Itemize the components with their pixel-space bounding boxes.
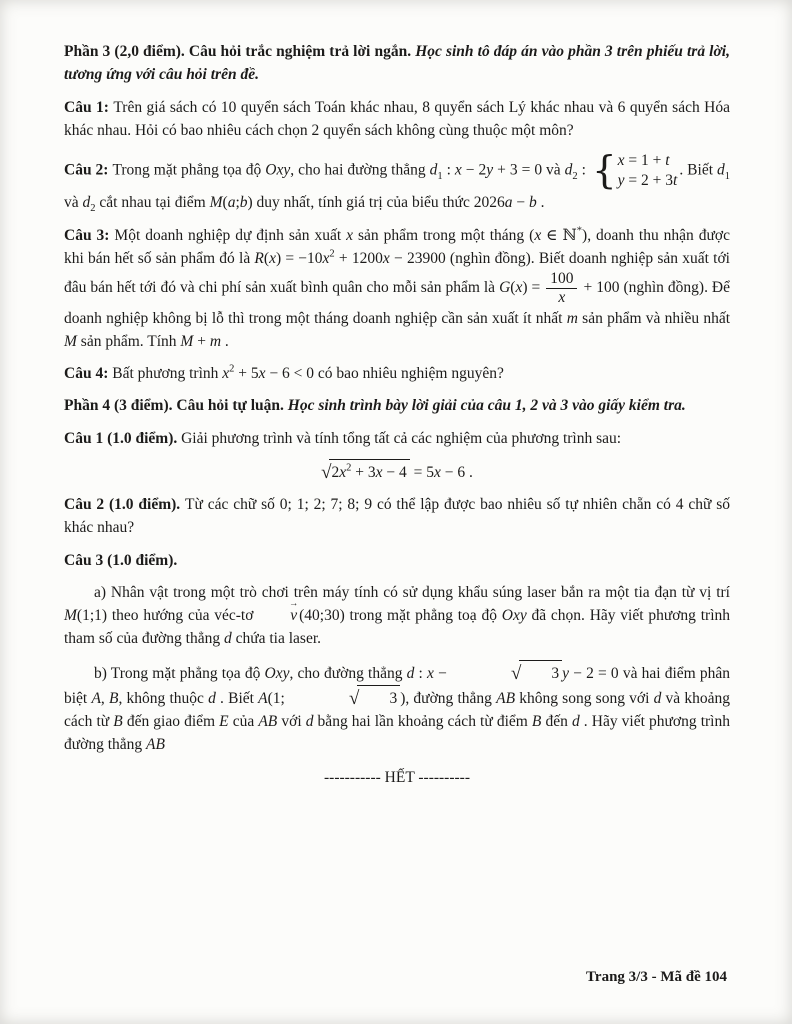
math-var: x <box>339 463 347 481</box>
text-run: 0; 1; 2; 7; 8; 9 <box>279 496 373 514</box>
text-run: có thể lập được bao nhiêu số tự nhiên chẵn có 4 chữ số khác nhau? <box>64 496 730 537</box>
system-row: y = 2 + 3t <box>617 172 678 190</box>
math-var: t <box>665 152 670 169</box>
text-run: (x ∈ ℕ <box>529 226 577 244</box>
text-run: Phần 4 (3 điểm). Câu hỏi tự luận. <box>64 397 288 415</box>
text-run: bằng hai lần khoảng cách từ điểm <box>313 713 532 731</box>
fraction-numerator: 100 <box>546 270 577 289</box>
text-run: . Hãy viết phương trình đường thẳng <box>64 713 730 754</box>
text-run: , cho đường thẳng <box>289 664 407 682</box>
text-run: Câu 2: <box>64 161 113 179</box>
math-var: Oxy <box>264 664 290 682</box>
radical-sign: √ <box>511 662 522 684</box>
text-run: + 1200x − 23900 <box>334 249 446 267</box>
math-var: y <box>617 172 625 190</box>
text-run: Câu 4: <box>64 365 113 383</box>
math-var: m <box>566 309 578 327</box>
text-run: Từ các chữ số <box>185 496 280 514</box>
text-run: A(1; <box>258 689 290 707</box>
text-run <box>64 333 77 350</box>
text-run <box>502 607 527 624</box>
math-var: AB <box>258 713 278 731</box>
text-run: , không thuộc <box>118 689 209 707</box>
math-var: B <box>531 713 542 731</box>
superscript: 2 <box>329 248 335 260</box>
math-var: x <box>382 249 390 267</box>
text-run: đến <box>541 713 572 731</box>
math-var: x <box>434 463 441 481</box>
text-run <box>532 713 541 730</box>
superscript: 2 <box>229 363 235 375</box>
text-run <box>496 690 515 707</box>
text-run: + 5x − 6 < 0 <box>234 365 315 383</box>
math-var: y <box>486 161 494 179</box>
text-run: Câu 2 (1.0 điểm). <box>64 496 186 514</box>
text-run: (40;30) <box>299 607 345 625</box>
text-run: Bất phương trình <box>112 365 223 383</box>
math-var: x <box>515 278 523 296</box>
text-run: M + m <box>180 332 222 350</box>
text-run <box>113 713 122 730</box>
text-run: 2x <box>331 463 347 481</box>
text-run: sản phẩm trong một tháng <box>353 226 530 244</box>
text-run: (nghìn đồng). Để doanh nghiệp không bị lỗ thì trong một tháng doanh nghiệp cần sản xuất ít nhất <box>64 278 731 327</box>
sqrt-expr <box>289 685 400 710</box>
text-run <box>572 713 580 730</box>
math-var: E <box>219 713 229 731</box>
text-run: theo hướng của véc-tơ <box>107 607 259 625</box>
math-var: A <box>91 689 101 707</box>
math-var: AB <box>496 689 516 707</box>
math-var: x <box>534 226 542 244</box>
text-run: với <box>277 713 306 731</box>
math-var: b <box>528 194 537 212</box>
system-row: x = 1 + t <box>617 152 670 169</box>
sqrt-expr <box>451 660 562 685</box>
text-run <box>567 310 578 327</box>
text-run: M(a;b) <box>209 194 253 212</box>
text-run <box>265 162 290 179</box>
text-run: + 3x − 4 <box>351 463 407 481</box>
math-var: d <box>406 664 415 682</box>
system-rows <box>618 151 678 191</box>
phan4-cau3a <box>64 581 730 651</box>
text-run: ----------- HẾT ---------- <box>324 768 470 786</box>
text-run: Một doanh nghiệp dự định sản xuất <box>114 226 347 244</box>
text-run <box>208 690 216 707</box>
text-run: trong mặt phẳng toạ độ <box>344 607 502 625</box>
math-var: d <box>429 161 438 179</box>
math-var: A <box>258 689 268 707</box>
text-run: : x − 2y + 3 = 0 <box>442 161 543 179</box>
text-run: Trên giá sách có 10 quyển sách Toán khác nhau, 8 quyển sách Lý khác nhau và 6 quyển sách Hóa khác nhau. Hỏi có bao nhiêu cách chọn 2 quyển sách không cùng thuộc một môn? <box>64 98 730 139</box>
text-run <box>346 227 353 244</box>
fraction-denominator <box>546 289 577 307</box>
math-var: b <box>239 194 248 212</box>
text-run <box>258 713 277 730</box>
math-var: B <box>108 689 119 707</box>
math-var: M <box>180 332 194 350</box>
math-var: x <box>222 365 230 383</box>
math-var: d <box>571 713 580 731</box>
text-run: R(x) = −10x <box>254 249 330 267</box>
math-var: d <box>82 194 91 212</box>
text-run: = 5x − 6 <box>409 463 466 481</box>
end-marker <box>64 766 730 789</box>
text-run: , cho hai đường thẳng <box>290 161 430 179</box>
text-run <box>717 162 725 179</box>
text-run: M(1;1) <box>64 607 108 625</box>
text-run: và <box>542 161 565 179</box>
math-var: B <box>113 713 123 731</box>
math-var: x <box>617 152 625 169</box>
phan4-cau1 <box>64 427 730 450</box>
math-var: d <box>653 689 662 707</box>
math-var: AB <box>146 736 165 754</box>
subscript: 2 <box>572 170 578 182</box>
text-run: 3 <box>551 664 560 682</box>
text-run: , doanh thu nhận được khi bán hết số sản phẩm đó là <box>64 226 730 267</box>
phan3-cau3 <box>64 224 730 354</box>
math-var: M <box>64 332 77 350</box>
text-run: b) Trong mặt phẳng tọa độ <box>94 664 265 682</box>
subscript: 1 <box>437 170 443 182</box>
radicand <box>357 685 400 710</box>
text-run: có bao nhiêu nghiệm nguyên? <box>314 365 504 383</box>
text-run: A, B <box>91 689 119 707</box>
text-run: Trong mặt phẳng tọa độ <box>112 161 266 179</box>
math-var: y <box>562 664 570 682</box>
text-run: Câu 3 (1.0 điểm). <box>64 551 178 569</box>
math-var: d <box>208 689 216 707</box>
math-var: Oxy <box>265 161 291 179</box>
text-run: đã chọn. Hãy viết phương trình tham số của đường thẳng <box>64 607 730 648</box>
phan4-cau2 <box>64 493 730 540</box>
subscript: 2 <box>90 203 96 215</box>
text-run: y − 2 = 0 <box>562 664 619 682</box>
text-run <box>224 630 232 647</box>
text-run <box>219 713 228 730</box>
text-run: và hai điểm phân biệt <box>64 664 731 707</box>
phan3-header <box>64 40 730 87</box>
text-run: ) <box>400 689 406 707</box>
text-run: . <box>536 194 545 212</box>
text-run: sản phẩm. Tính <box>76 332 181 350</box>
text-run: chứa tia laser. <box>231 630 322 648</box>
math-var: M <box>64 607 77 625</box>
math-var: t <box>673 172 678 190</box>
sqrt-expr <box>321 459 410 484</box>
radicand <box>329 459 409 484</box>
text-run: d : x − <box>406 664 451 682</box>
superscript: * <box>576 225 583 237</box>
text-run: . Biết <box>215 689 259 707</box>
math-var: v <box>290 607 298 625</box>
phan3-cau4 <box>64 362 730 385</box>
math-var: a <box>227 194 236 212</box>
text-run: . <box>221 332 229 350</box>
text-run: và <box>64 194 83 212</box>
math-var: d <box>223 630 232 648</box>
brace: { <box>591 147 617 193</box>
text-run: G(x) = <box>499 278 545 296</box>
math-var: x <box>454 161 462 179</box>
text-run: cắt nhau tại điểm <box>95 194 210 212</box>
math-var: x <box>269 249 276 267</box>
math-var: d <box>564 161 573 179</box>
radical-sign: √ <box>321 461 332 483</box>
text-run: đến giao điểm <box>122 713 220 731</box>
subscript: 1 <box>724 170 730 182</box>
phan3-cau2 <box>64 147 730 215</box>
text-run: ) <box>582 226 588 244</box>
fraction-expr <box>544 270 579 307</box>
text-run: Câu 3: <box>64 226 115 244</box>
superscript: 2 <box>346 462 352 474</box>
text-run: Học sinh tô đáp án vào phần 3 trên phiếu trả lời, tương ứng với câu hỏi trên đề. <box>64 43 730 84</box>
text-run: Câu 1: <box>64 98 114 116</box>
text-run: Giải phương trình và tính tổng tất cả các nghiệm của phương trình sau: <box>181 429 622 447</box>
math-var: x <box>427 664 434 682</box>
radical-sign: √ <box>349 687 360 709</box>
text-run: , đường thẳng <box>405 689 497 707</box>
text-run <box>146 736 165 753</box>
phan4-header <box>64 394 730 417</box>
phan4-cau3b <box>64 660 730 757</box>
phan3-cau1 <box>64 96 730 143</box>
math-var: x <box>558 288 566 306</box>
page-footer: Trang 3/3 - Mã đề 104 <box>586 969 727 985</box>
math-var: d <box>716 161 725 179</box>
text-run: 2026a − b <box>473 194 537 212</box>
text-run: và khoảng cách từ <box>64 689 730 731</box>
equation-system <box>591 147 678 193</box>
text-run: duy nhất, tính giá trị của biểu thức <box>252 194 474 212</box>
math-var: x <box>322 249 330 267</box>
math-var: x <box>375 463 383 481</box>
text-run: không song song với <box>515 689 654 707</box>
math-var: a <box>504 194 513 212</box>
math-var: x <box>258 365 266 383</box>
text-run: Học sinh trình bày lời giải của câu 1, 2 và 3 vào giấy kiểm tra. <box>287 397 686 415</box>
phan4-cau1-equation <box>64 459 730 484</box>
math-var: R <box>254 249 264 267</box>
math-var: d <box>305 713 314 731</box>
text-run: sản phẩm và nhiều nhất <box>577 309 730 327</box>
text-run: : <box>577 161 590 179</box>
math-var: M <box>209 194 223 212</box>
text-run: của <box>228 713 259 731</box>
math-var: Oxy <box>501 607 527 625</box>
text-run: + 100 <box>579 278 620 296</box>
text-run: (nghìn đồng). Biết doanh nghiệp sản xuất tới đâu bán hết tới đó và chi phí sản xuất bình quân cho mỗi sản phẩm là <box>64 249 730 296</box>
text-run: Phần 3 (2,0 điểm). Câu hỏi trắc nghiệm trả lời ngắn. <box>64 43 416 60</box>
text-run: . <box>465 463 473 481</box>
radicand <box>519 660 562 685</box>
vector-expr <box>260 604 297 627</box>
math-var: G <box>499 278 511 296</box>
text-run: 3 <box>389 689 398 707</box>
document-content <box>64 40 730 798</box>
text-run: a) Nhân vật trong một trò chơi trên máy tính có sử dụng khẩu súng laser bắn ra một tia đạn từ vị trí <box>94 583 730 601</box>
phan4-cau3 <box>64 549 730 572</box>
math-var: m <box>209 332 222 350</box>
text-run: . Biết <box>679 161 717 179</box>
text-run: Câu 1 (1.0 điểm). <box>64 429 182 447</box>
math-var: x <box>346 226 353 244</box>
text-run <box>265 665 290 682</box>
